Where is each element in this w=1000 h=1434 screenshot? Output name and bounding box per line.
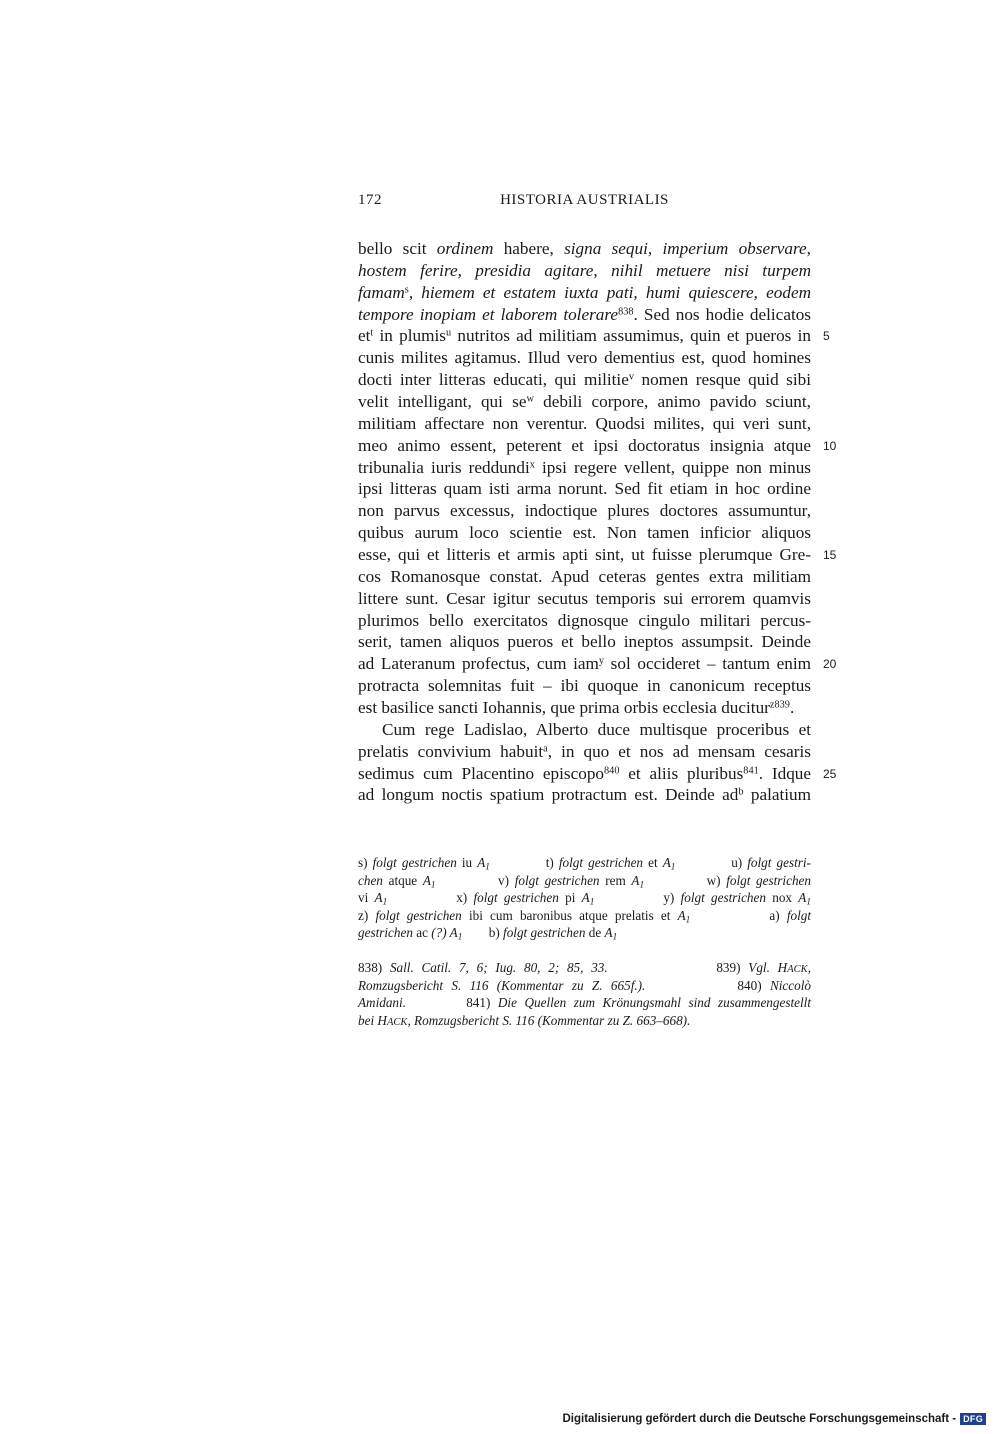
footnote-line: s) folgt gestrichen iu $A_1$ t) folgt gestrichen et $A_1$ u) folgt gestri-: [358, 855, 811, 872]
footnote-line: Amidani. 841) Die Quellen zum Krönungsmahl sind zusammengestellt: [358, 995, 811, 1010]
line-number: 20: [823, 657, 837, 672]
text-line: meo animo essent, peterent et ipsi doctoratus insignia atque 10: [358, 435, 811, 457]
text-line: Cum rege Ladislao, Alberto duce multisque proceribus et: [382, 719, 811, 739]
footnote-line: chen atque $A_1$ v) folgt gestrichen rem $A_1$ w) folgt gestrichen: [358, 872, 811, 889]
funding-text: Digitalisierung gefördert durch die Deutsche Forschungsgemeinschaft -: [562, 1413, 957, 1425]
text-line: protracta solemnitas fuit – ibi quoque in canonicum receptus: [358, 676, 811, 696]
historical-footnotes: [358, 959, 811, 1029]
text-line: quibus aurum loco scientie est. Non tamen inficior aliquos: [358, 523, 811, 543]
text-line: velit intelligant, qui $se^w$ debili corpore, animo pavido sciunt,: [358, 392, 811, 412]
dfg-logo: DFG: [960, 1413, 986, 1425]
text-line: $et^t$ in plumis$^u$ nutritos ad militiam assumimus, quin et pueros in 5: [358, 325, 811, 347]
text-line: hostem ferire, presidia agitare, nihil metuere nisi turpem: [358, 260, 811, 280]
footnote-line: 838) Sall. Catil. 7, 6; Iug. 80, 2; 85, 33. 839) Vgl. HACK,: [358, 960, 811, 975]
footnote-line: gestrichen ac (?) $A_1$ b) folgt gestrichen de $A_1$: [358, 925, 618, 942]
text-line: docti inter litteras educati, qui militie$^v$ nomen resque quid sibi: [358, 370, 811, 390]
text-line: littere sunt. Cesar igitur secutus temporis sui errorem quamvis: [358, 588, 811, 608]
text-line: ipsi litteras quam isti arma norunt. Sed fit etiam in hoc ordine: [358, 479, 811, 499]
text-line: famam$^s$, hiemem et estatem iuxta pati, humi quiescere, eodem: [358, 282, 811, 302]
line-number: 5: [823, 329, 830, 344]
line-number: 15: [823, 548, 837, 563]
text-line: sedimus cum Placentino episcopo$^{840}$ et aliis pluribus$^{841}$. Idque 25: [358, 763, 811, 785]
text-line: plurimos bello exercitatos dignosque cingulo militari percus-: [358, 610, 811, 630]
line-number: 10: [823, 438, 837, 453]
text-line: tribunalia iuris reddundi$^x$ ipsi regere vellent, quippe non minus: [358, 457, 811, 477]
funding-footer: [562, 1410, 986, 1428]
page-number: 172: [358, 192, 382, 208]
text-line: militiam affectare non verentur. Quodsi milites, qui veri sunt,: [358, 413, 811, 433]
running-title: HISTORIA AUSTRIALIS: [500, 192, 669, 208]
footnote-line: bei HACK, Romzugsbericht S. 116 (Kommentar zu Z. 663–668).: [358, 1012, 691, 1028]
footnote-line: vi $A_1$ x) folgt gestrichen pi $A_1$ y) folgt gestrichen nox $A_1$: [358, 890, 811, 907]
text-line: tempore inopiam et laborem tolerare$^{838}$. Sed nos hodie delicatos: [358, 304, 812, 324]
footnote-line: Romzugsbericht S. 116 (Kommentar zu Z. 665f.). 840) Niccolò: [358, 977, 811, 993]
footnote-line: z) folgt gestrichen ibi cum baronibus atque prelatis et $A_1$ a) folgt: [358, 907, 811, 924]
line-number: 25: [823, 766, 837, 781]
text-line: prelatis convivium habuit$^a$, in quo et nos ad mensam cesaris: [358, 741, 811, 761]
text-line: cos Romanosque constat. Apud ceteras gentes extra militiam: [358, 566, 811, 586]
text-line: bello scit ordinem habere, signa sequi, imperium observare,: [358, 239, 811, 258]
text-line: esse, qui et litteris et armis apti sint, ut fuisse plerumque Gre- 15: [358, 544, 811, 566]
text-line: ad longum noctis spatium protractum est. Deinde $ad^b$ palatium: [358, 785, 812, 805]
critical-apparatus: [358, 854, 811, 942]
text-line: cunis milites agitamus. Illud vero dementius est, quod homines: [358, 348, 811, 368]
main-text: [358, 238, 837, 806]
running-header: [358, 192, 811, 214]
text-line: est basilice sancti Iohannis, que prima orbis ecclesia ducitur$^{z839}$.: [358, 698, 795, 718]
text-line: ad Lateranum profectus, cum iam$^y$ sol occideret – tantum enim 20: [358, 653, 811, 675]
text-line: non parvus excessus, indoctique plures doctores assumuntur,: [358, 501, 811, 521]
text-line: serit, tamen aliquos pueros et bello ineptos assumpsit. Deinde: [358, 632, 811, 652]
